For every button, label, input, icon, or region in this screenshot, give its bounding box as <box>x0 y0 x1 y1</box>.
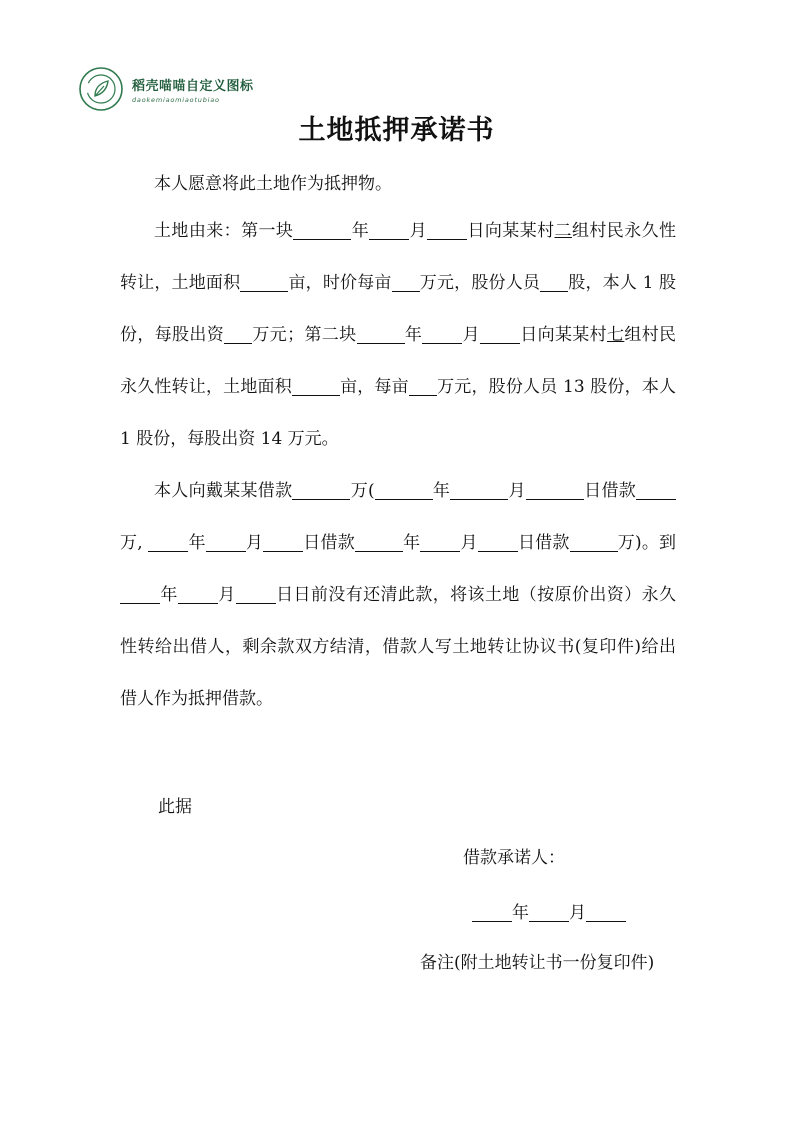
fill-blank[interactable] <box>224 325 252 344</box>
text-segment: 日借款 <box>517 533 570 553</box>
text-segment: 年 <box>432 481 451 501</box>
fill-blank[interactable] <box>570 533 618 552</box>
text-segment: 万( <box>350 481 375 501</box>
text-segment: 年 <box>160 585 178 605</box>
fill-blank[interactable] <box>480 325 520 344</box>
text-segment: 月 <box>245 533 264 553</box>
text-segment: 日向某某村 <box>519 325 607 345</box>
month-label: 月 <box>569 903 586 923</box>
fill-blank[interactable] <box>422 325 462 344</box>
fill-blank[interactable] <box>526 481 584 500</box>
fill-blank[interactable] <box>540 273 568 292</box>
text-segment: 月 <box>462 325 480 345</box>
text-segment: 月 <box>217 585 236 605</box>
fill-blank[interactable] <box>148 533 188 552</box>
month-blank[interactable] <box>529 903 569 922</box>
day-blank[interactable] <box>586 903 626 922</box>
text-segment: 日借款 <box>303 533 355 553</box>
fill-blank[interactable] <box>478 533 518 552</box>
text-segment: 日日前没有还清此款，将该土地（按原价出资）永久性转给出借人，剩余款双方结清，借款人写土地转让协议书(复印件)给出借人作为抵押借款。 <box>120 585 677 709</box>
logo-name: 稻壳喵喵自定义图标 <box>132 78 254 94</box>
text-segment: 年 <box>351 221 370 241</box>
fill-blank[interactable] <box>636 481 676 500</box>
text-segment: 月 <box>508 481 526 501</box>
fill-blank[interactable] <box>292 377 340 396</box>
underlined-value: 二 <box>554 221 572 241</box>
signer-label: 借款承诺人： <box>463 848 565 868</box>
text-segment: 年 <box>402 533 421 553</box>
text-segment: 万元，股份人员 <box>419 273 541 293</box>
text-segment: 日借款 <box>583 481 637 501</box>
fill-blank[interactable] <box>375 481 433 500</box>
fill-blank[interactable] <box>357 325 405 344</box>
fill-blank[interactable] <box>420 533 460 552</box>
text-segment: 组村民永久性转让，土地面积 <box>120 221 677 293</box>
text-segment: 日向某某村 <box>467 221 555 241</box>
fill-blank[interactable] <box>236 585 276 604</box>
fill-blank[interactable] <box>369 221 409 240</box>
paragraph-1-text: 本人愿意将此土地作为抵押物。 <box>154 174 392 194</box>
text-segment: 土地由来：第一块 <box>154 221 294 241</box>
text-segment: 股，本人 1 股份，每股出资 <box>120 273 677 345</box>
fill-blank[interactable] <box>392 273 420 292</box>
text-segment: 年 <box>188 533 206 553</box>
footnote: 备注(附土地转让书一份复印件) <box>420 953 655 973</box>
signature-date <box>472 898 626 923</box>
text-segment: 本人向戴某某借款 <box>154 481 293 501</box>
text-segment: 万元，股份人员 13 股份，本人 1 股份，每股出资 14 万元。 <box>120 377 677 449</box>
fill-blank[interactable] <box>206 533 246 552</box>
closing-text: 此据 <box>158 797 192 817</box>
fill-blank[interactable] <box>178 585 218 604</box>
paragraph-1 <box>120 158 676 210</box>
leaf-logo-icon <box>78 66 124 112</box>
fill-blank[interactable] <box>427 221 467 240</box>
fill-blank[interactable] <box>293 221 351 240</box>
fill-blank[interactable] <box>450 481 508 500</box>
fill-blank[interactable] <box>292 481 350 500</box>
text-segment: 月 <box>460 533 478 553</box>
text-segment: 万元；第二块 <box>252 325 357 345</box>
fill-blank[interactable] <box>263 533 303 552</box>
brand-logo <box>78 66 254 112</box>
text-segment: 年 <box>404 325 423 345</box>
fill-blank[interactable] <box>120 585 160 604</box>
fill-blank[interactable] <box>409 377 437 396</box>
paragraph-2 <box>120 205 676 465</box>
fill-blank[interactable] <box>240 273 288 292</box>
year-label: 年 <box>512 903 529 923</box>
text-segment: 万, <box>120 533 149 553</box>
document-title: 土地抵押承诺书 <box>298 115 495 146</box>
text-segment: 亩，每亩 <box>339 377 409 397</box>
logo-subtitle: daokemiaomiaotubiao <box>132 95 220 104</box>
text-segment: 亩，时价每亩 <box>288 273 392 293</box>
fill-blank[interactable] <box>355 533 403 552</box>
year-blank[interactable] <box>472 903 512 922</box>
text-segment: 万)。到 <box>617 533 677 553</box>
paragraph-3 <box>120 465 676 725</box>
underlined-value: 七 <box>607 325 625 345</box>
text-segment: 月 <box>409 221 428 241</box>
text-segment: 组村民永久性转让，土地面积 <box>120 325 677 397</box>
